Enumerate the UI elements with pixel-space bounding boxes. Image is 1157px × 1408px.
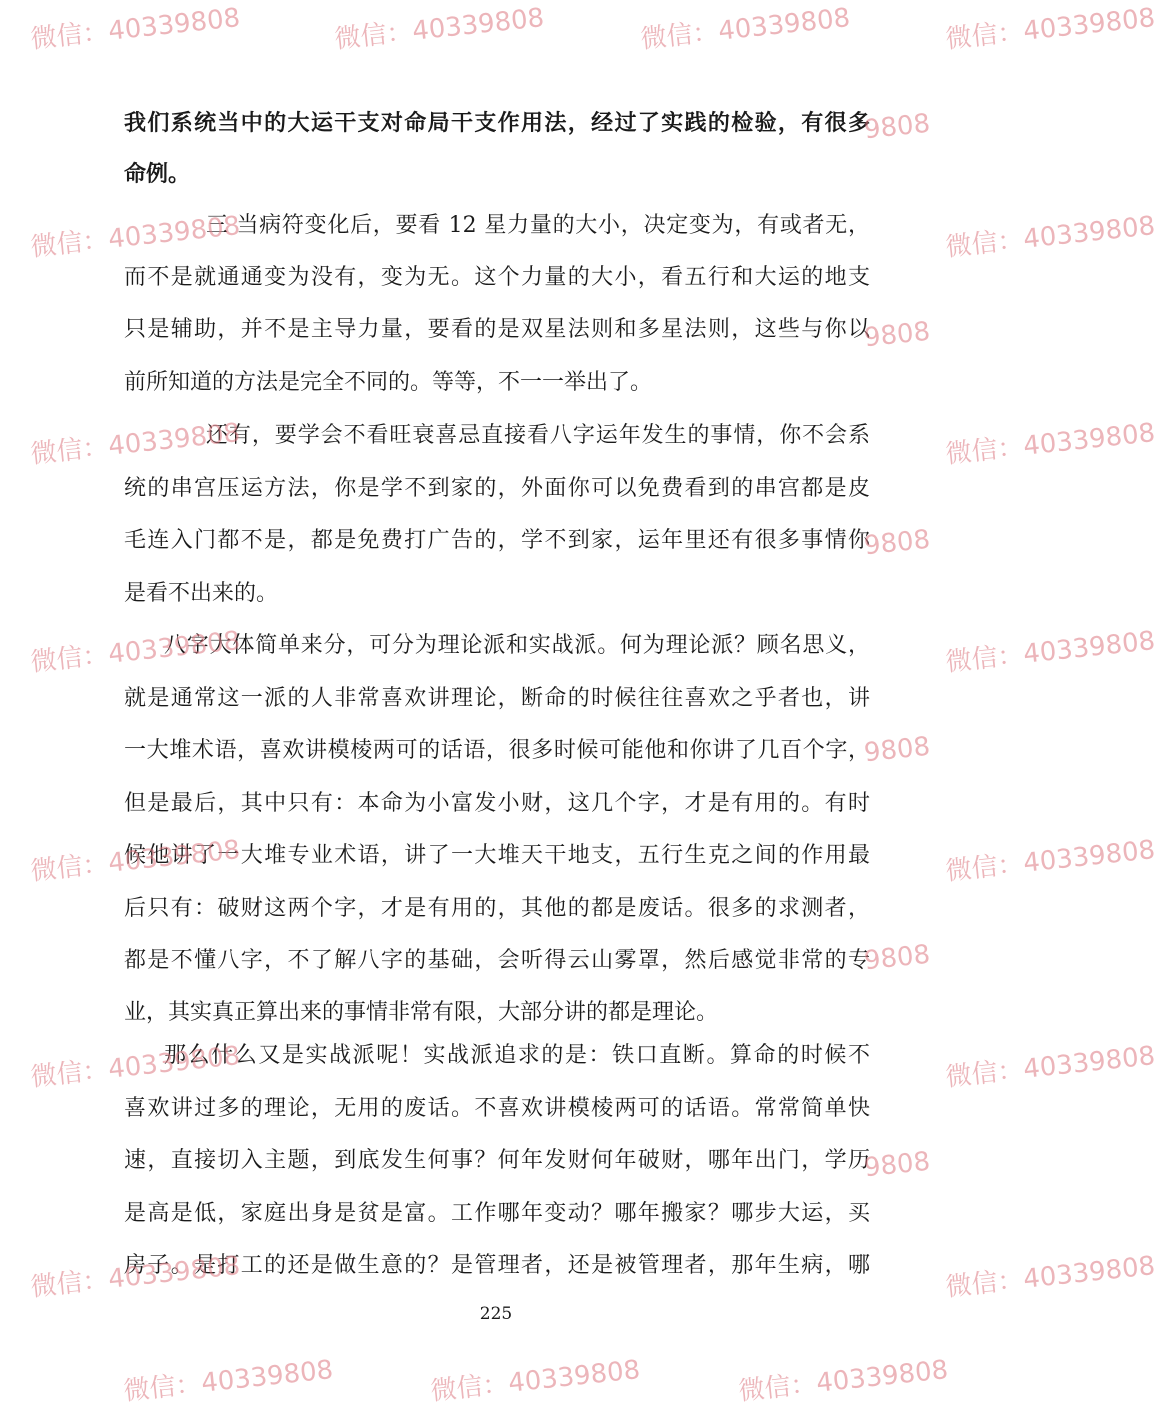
- watermark: 微信：40339808: [944, 211, 1157, 263]
- watermark: 微信：40339808: [944, 1251, 1157, 1303]
- text-line: 我们系统当中的大运干支对命局干支作用法，经过了实践的检验，有很多: [124, 111, 870, 136]
- watermark: 微信：40339808: [429, 1355, 642, 1407]
- watermark: 微信：40339808: [29, 626, 242, 678]
- watermark: 微信：40339808: [29, 1041, 242, 1093]
- text-line: 三 当病符变化后，要看 12 星力量的大小，决定变为，有或者无，: [206, 213, 870, 238]
- text-line: 但是最后，其中只有：本命为小富发小财，这几个字，才是有用的。有时: [124, 791, 870, 816]
- watermark-partial: 9808: [862, 108, 932, 146]
- text-line: 那么什么又是实战派呢！实战派追求的是：铁口直断。算命的时候不: [164, 1043, 870, 1068]
- text-line: 八字大体简单来分，可分为理论派和实战派。何为理论派？顾名思义，: [164, 633, 870, 658]
- text-line: 是高是低，家庭出身是贫是富。工作哪年变动？哪年搬家？哪步大运，买: [124, 1201, 870, 1226]
- text-line: 命例。: [124, 162, 191, 187]
- text-line: 前所知道的方法是完全不同的。等等，不一一举出了。: [124, 370, 653, 395]
- watermark: 微信：40339808: [944, 418, 1157, 470]
- text-line: 统的串宫压运方法，你是学不到家的，外面你可以免费看到的串宫都是皮: [124, 476, 870, 501]
- watermark: 微信：40339808: [29, 835, 242, 887]
- text-line: 业，其实真正算出来的事情非常有限，大部分讲的都是理论。: [124, 1000, 719, 1025]
- page-number: 225: [479, 1304, 513, 1324]
- watermark: 微信：40339808: [29, 3, 242, 55]
- text-line: 就是通常这一派的人非常喜欢讲理论，断命的时候往往喜欢之乎者也，讲: [124, 686, 870, 711]
- watermark: 微信：40339808: [944, 626, 1157, 678]
- watermark: 微信：40339808: [122, 1355, 335, 1407]
- text-line: 只是辅助，并不是主导力量，要看的是双星法则和多星法则，这些与你以: [124, 317, 870, 342]
- text-line: 速，直接切入主题，到底发生何事？何年发财何年破财，哪年出门，学历: [124, 1148, 870, 1173]
- watermark: 微信：40339808: [333, 3, 546, 55]
- text-line: 房子。是打工的还是做生意的？是管理者，还是被管理者，那年生病，哪: [124, 1253, 870, 1278]
- watermark-partial: 9808: [862, 731, 932, 769]
- watermark-partial: 9808: [862, 316, 932, 354]
- text-line: 一大堆术语，喜欢讲模棱两可的话语，很多时候可能他和你讲了几百个字，: [124, 738, 870, 763]
- watermark: 微信：40339808: [944, 3, 1157, 55]
- text-line: 而不是就通通变为没有，变为无。这个力量的大小，看五行和大运的地支: [124, 265, 870, 290]
- watermark: 微信：40339808: [29, 211, 242, 263]
- text-line: 毛连入门都不是，都是免费打广告的，学不到家，运年里还有很多事情你: [124, 528, 870, 553]
- text-line: 候他讲了一大堆专业术语，讲了一大堆天干地支，五行生克之间的作用最: [124, 843, 870, 868]
- text-line: 喜欢讲过多的理论，无用的废话。不喜欢讲模棱两可的话语。常常简单快: [124, 1096, 870, 1121]
- text-line: 还有，要学会不看旺衰喜忌直接看八字运年发生的事情，你不会系: [206, 423, 870, 448]
- text-line: 后只有：破财这两个字，才是有用的，其他的都是废话。很多的求测者，: [124, 896, 870, 921]
- text-line: 都是不懂八字，不了解八字的基础，会听得云山雾罩，然后感觉非常的专: [124, 948, 870, 973]
- watermark: 微信：40339808: [29, 1251, 242, 1303]
- watermark: 微信：40339808: [944, 835, 1157, 887]
- watermark-partial: 9808: [862, 939, 932, 977]
- watermark: 微信：40339808: [737, 1355, 950, 1407]
- watermark: 微信：40339808: [944, 1041, 1157, 1093]
- watermark: 微信：40339808: [639, 3, 852, 55]
- watermark: 微信：40339808: [29, 418, 242, 470]
- watermark-partial: 9808: [862, 1146, 932, 1184]
- watermark-partial: 9808: [862, 524, 932, 562]
- text-line: 是看不出来的。: [124, 581, 279, 606]
